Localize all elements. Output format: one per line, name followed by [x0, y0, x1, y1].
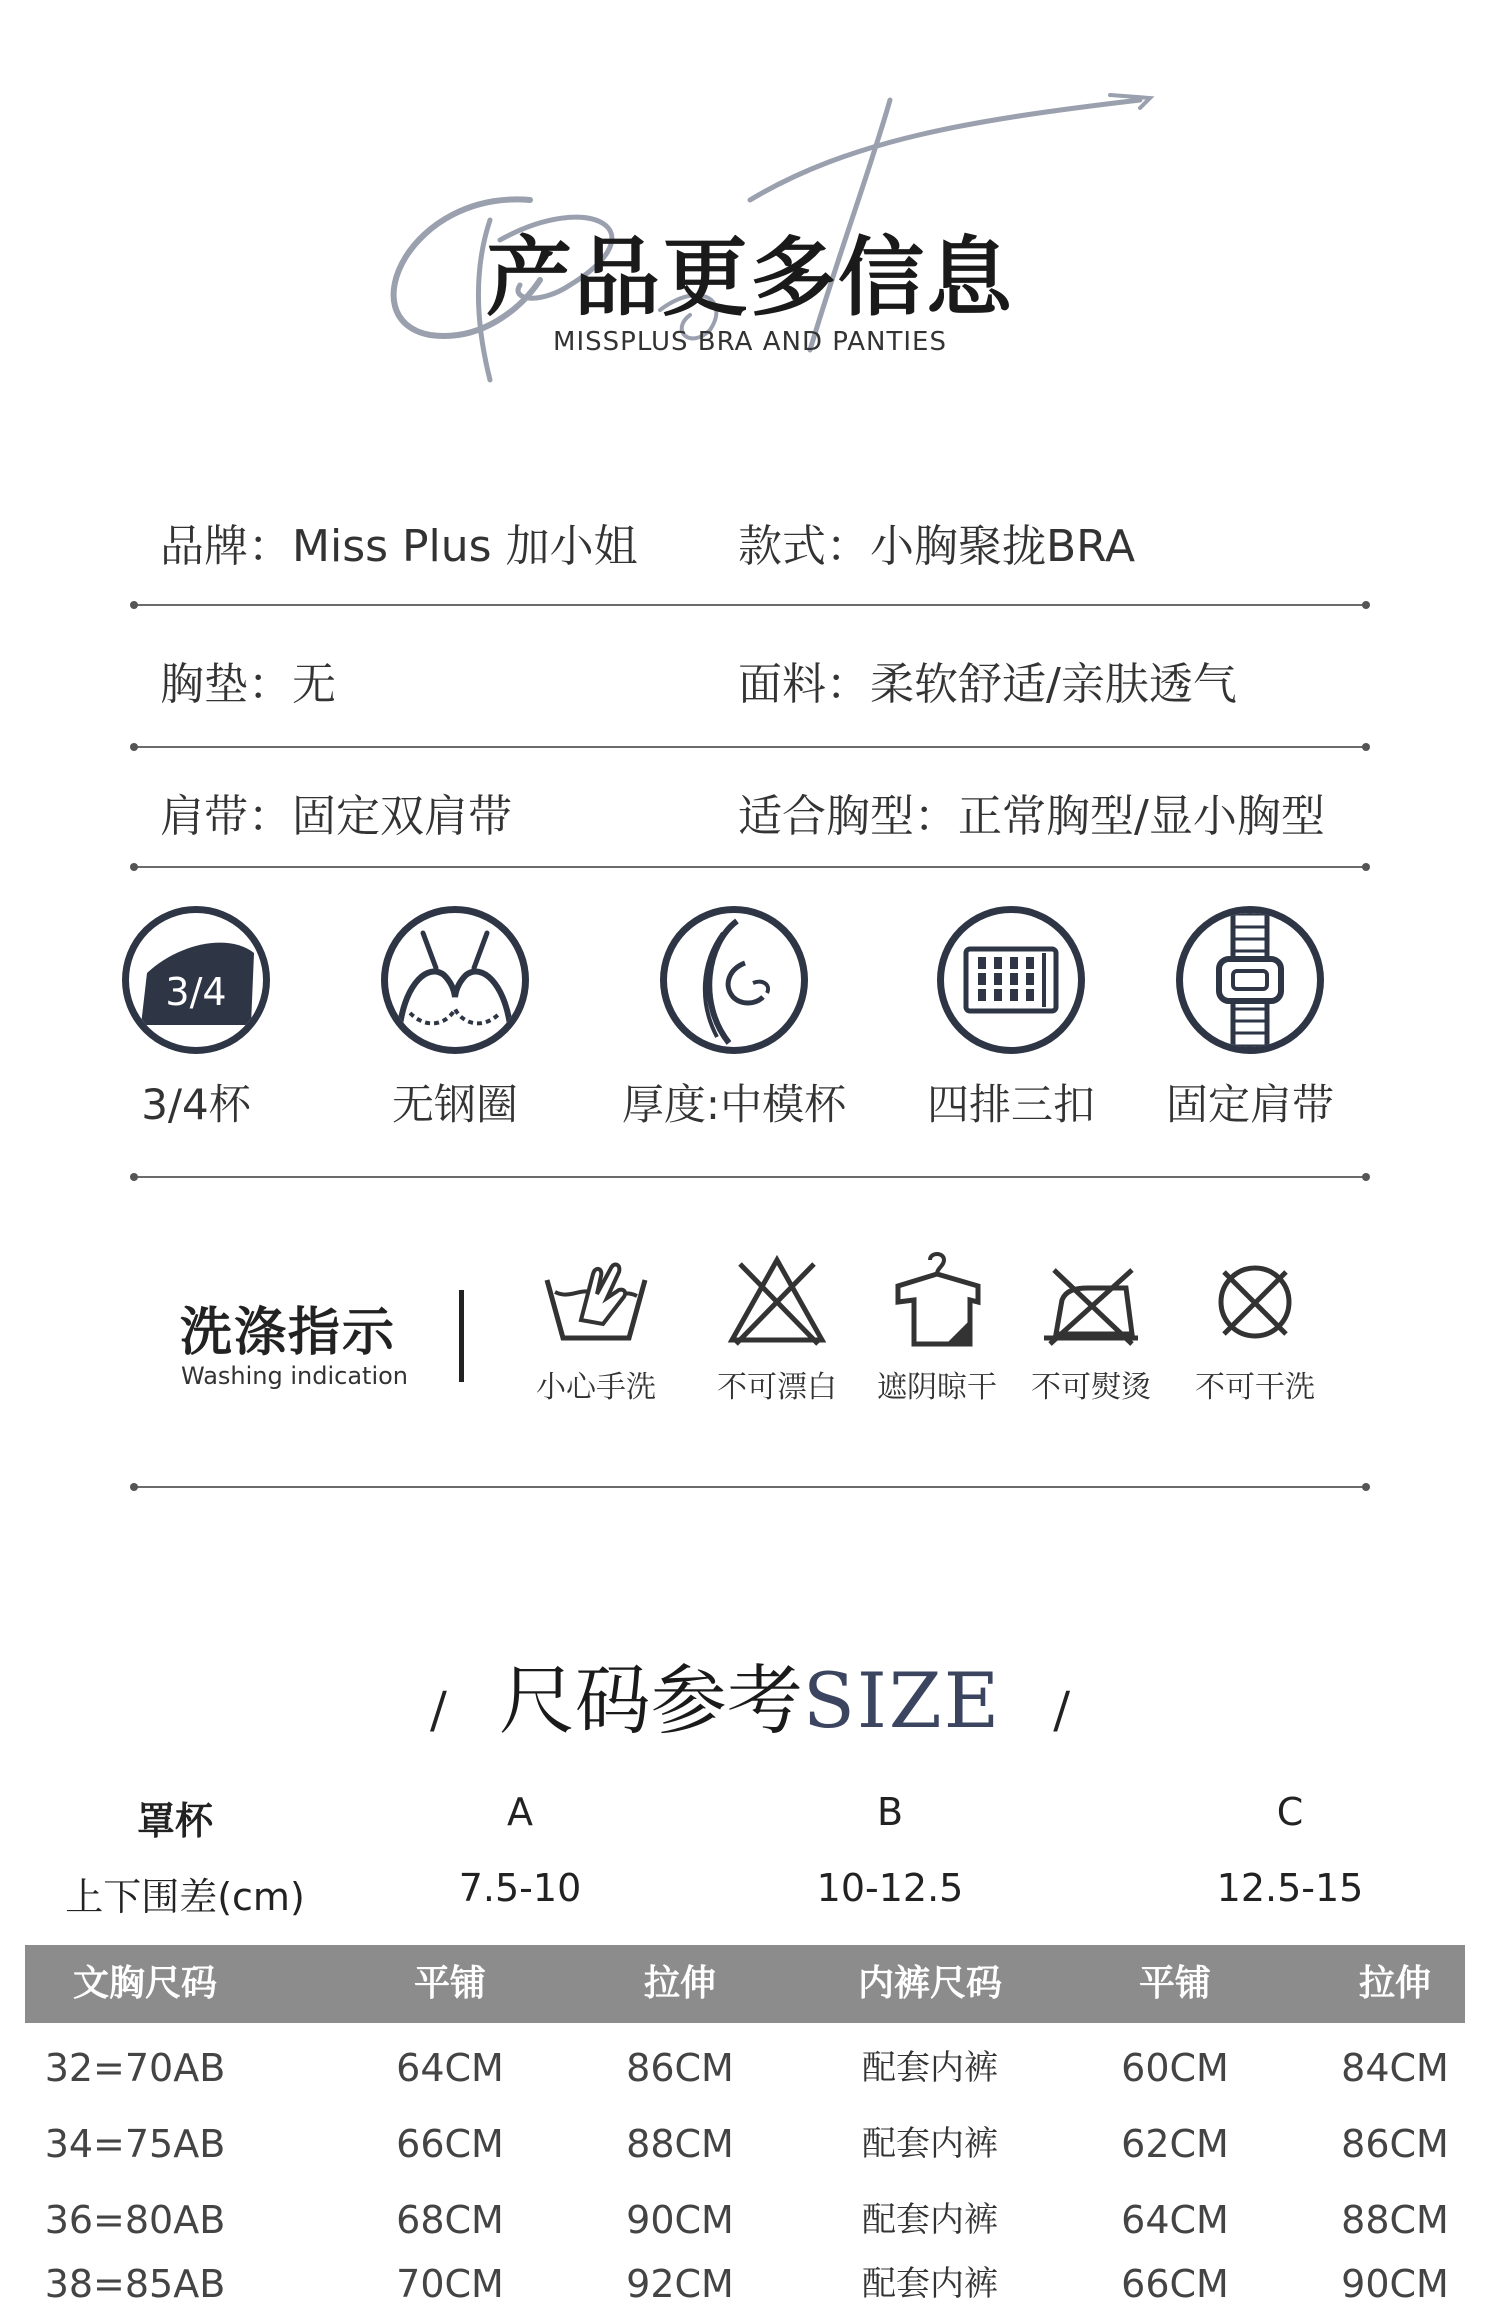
cell-stretch: 90CM — [1341, 2262, 1449, 2306]
th-bra-size: 文胸尺码 — [72, 1963, 217, 2004]
wash-label: 不可干洗 — [1195, 1370, 1315, 1405]
divider — [134, 746, 1366, 748]
hand-wash-icon — [541, 1250, 651, 1350]
feature-hooks — [891, 906, 1131, 1132]
cell-bra-size: 36=80AB — [44, 2198, 226, 2242]
no-dry-clean-icon — [1200, 1250, 1310, 1350]
page-title: 产品更多信息 — [486, 228, 1014, 328]
info-value: Miss Plus 加小姐 — [292, 521, 638, 572]
info-value: 小胸聚拢BRA — [870, 521, 1136, 572]
cell-flat: 60CM — [1121, 2046, 1229, 2090]
cell-flat: 70CM — [396, 2262, 504, 2306]
cell-panty-size: 配套内裤 — [862, 2124, 998, 2164]
feature-label: 3/4杯 — [141, 1080, 251, 1129]
feature-label: 厚度:中模杯 — [621, 1080, 847, 1129]
wash-item — [857, 1250, 1017, 1406]
table-row — [25, 2106, 1465, 2182]
info-key: 肩带： — [160, 791, 292, 842]
feature-label: 无钢圈 — [391, 1080, 518, 1129]
th-stretch: 拉伸 — [1358, 1963, 1431, 2004]
wash-item — [516, 1250, 676, 1406]
th-flat: 平铺 — [1138, 1963, 1211, 2004]
wash-label: 不可熨烫 — [1031, 1370, 1151, 1405]
shade-dry-icon — [882, 1250, 992, 1350]
th-stretch: 拉伸 — [643, 1963, 716, 2004]
cell-flat: 68CM — [396, 2198, 504, 2242]
th-flat: 平铺 — [413, 1963, 486, 2004]
info-key: 款式： — [738, 521, 870, 572]
no-iron-icon — [1036, 1250, 1146, 1350]
th-panty-size: 内裤尺码 — [857, 1963, 1002, 2004]
info-key: 胸垫： — [160, 659, 292, 710]
cell-stretch: 90CM — [626, 2198, 734, 2242]
feature-mold-cup — [614, 906, 854, 1132]
slash-left: / — [429, 1681, 447, 1739]
diff-a: 7.5-10 — [458, 1866, 582, 1910]
cell-flat: 66CM — [1121, 2262, 1229, 2306]
washing-subtitle: Washing indication — [181, 1362, 409, 1390]
cell-flat: 64CM — [1121, 2198, 1229, 2242]
diff-b: 10-12.5 — [816, 1866, 964, 1910]
feature-label: 固定肩带 — [1165, 1080, 1334, 1129]
cell-stretch: 84CM — [1341, 2046, 1449, 2090]
divider — [134, 1176, 1366, 1178]
slash-right: / — [1053, 1681, 1071, 1739]
diff-label: 上下围差(cm) — [65, 1875, 305, 1919]
cell-panty-size: 配套内裤 — [862, 2264, 998, 2304]
info-value: 固定双肩带 — [292, 791, 512, 842]
no-bleach-icon — [722, 1250, 832, 1350]
cup-badge-text: 3/4 — [165, 970, 227, 1014]
divider — [134, 866, 1366, 868]
wash-item — [1175, 1250, 1335, 1406]
info-value: 无 — [292, 659, 336, 710]
info-value: 正常胸型/显小胸型 — [958, 791, 1325, 842]
size-title — [0, 1640, 1500, 1749]
size-table-header — [25, 1945, 1465, 2023]
wash-label: 不可漂白 — [717, 1370, 837, 1405]
cell-stretch: 88CM — [626, 2122, 734, 2166]
medium-mold-cup-icon — [660, 906, 808, 1054]
page-subtitle: MISSPLUS BRA AND PANTIES — [553, 327, 947, 357]
table-row — [25, 2246, 1465, 2322]
cell-stretch: 86CM — [626, 2046, 734, 2090]
wash-label: 小心手洗 — [536, 1370, 656, 1405]
cell-stretch: 88CM — [1341, 2198, 1449, 2242]
info-value: 柔软舒适/亲肤透气 — [870, 659, 1237, 710]
cell-panty-size: 配套内裤 — [862, 2048, 998, 2088]
info-key: 适合胸型： — [738, 791, 958, 842]
feature-wireless — [335, 906, 575, 1132]
cell-stretch: 92CM — [626, 2262, 734, 2306]
size-title-en: SIZE — [802, 1656, 1002, 1745]
fixed-strap-icon — [1176, 906, 1324, 1054]
table-row — [25, 2030, 1465, 2106]
info-style — [738, 510, 1135, 574]
cell-panty-size: 配套内裤 — [862, 2200, 998, 2240]
feature-label: 四排三扣 — [926, 1080, 1095, 1129]
wash-item — [697, 1250, 857, 1406]
wash-label: 遮阴晾干 — [877, 1370, 997, 1405]
divider — [134, 1486, 1366, 1488]
info-fit — [738, 780, 1325, 844]
cell-bra-size: 32=70AB — [44, 2046, 226, 2090]
cell-bra-size: 38=85AB — [44, 2262, 226, 2306]
cell-flat: 62CM — [1121, 2122, 1229, 2166]
size-title-cn: 尺码参考 — [498, 1656, 803, 1745]
info-key: 品牌： — [160, 521, 292, 572]
feature-fixed-strap — [1130, 906, 1370, 1132]
info-key: 面料： — [738, 659, 870, 710]
cup-c: C — [1276, 1790, 1304, 1834]
feature-three-quarter-cup — [76, 906, 316, 1132]
cell-stretch: 86CM — [1341, 2122, 1449, 2166]
cell-bra-size: 34=75AB — [44, 2122, 226, 2166]
washing-separator — [459, 1290, 464, 1382]
wash-item — [1011, 1250, 1171, 1406]
info-strap — [160, 780, 512, 844]
cell-flat: 66CM — [396, 2122, 504, 2166]
diff-c: 12.5-15 — [1216, 1866, 1364, 1910]
info-fabric — [738, 648, 1237, 712]
cup-a: A — [507, 1790, 533, 1834]
divider — [134, 604, 1366, 606]
cup-b: B — [876, 1790, 904, 1834]
washing-title: 洗涤指示 — [180, 1303, 397, 1363]
info-brand — [160, 510, 638, 574]
wireless-bra-icon — [381, 906, 529, 1054]
three-quarter-cup-icon — [122, 906, 270, 1054]
hook-and-eye-icon — [937, 906, 1085, 1054]
cup-label: 罩杯 — [136, 1799, 213, 1843]
cell-flat: 64CM — [396, 2046, 504, 2090]
info-pad — [160, 648, 336, 712]
